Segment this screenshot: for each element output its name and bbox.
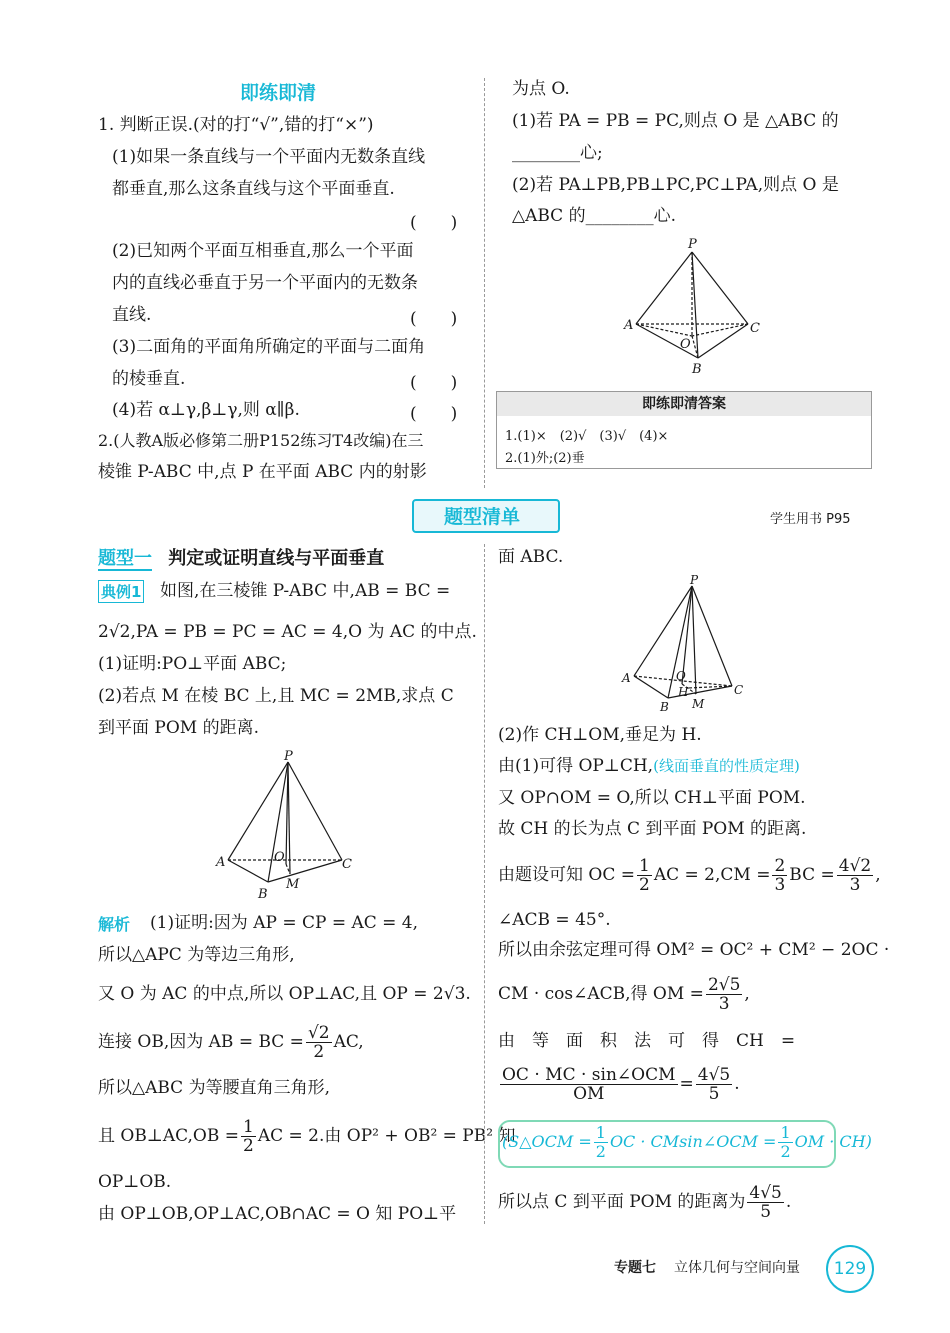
frac-num: √2 [307, 1023, 330, 1043]
t4: 又 OP∩OM = O,所以 CH⊥平面 POM. [498, 788, 806, 808]
s5: 所以△ABC 为等腰直角三角形, [98, 1078, 330, 1098]
label-a: A [216, 855, 226, 870]
label-p: P [284, 749, 293, 764]
frac-den: 5 [760, 1202, 772, 1222]
t6-d: , [875, 865, 881, 885]
t6-a: 由题设可知 OC = [498, 865, 635, 885]
type1-title: 判定或证明直线与平面垂直 [168, 548, 385, 569]
frac-den: 3 [849, 875, 861, 895]
s4-b: AC, [333, 1032, 364, 1052]
frac-num: 4√2 [838, 856, 872, 876]
frac-num: 4√5 [749, 1183, 782, 1203]
t5: 故 CH 的长为点 C 到平面 POM 的距离. [498, 819, 807, 839]
t6-frac3 [837, 857, 873, 894]
label-a: A [624, 318, 634, 333]
t8: 所以由余弦定理可得 OM² = OC² + CM² − 2OC · [498, 940, 890, 960]
frac-num: 1 [595, 1123, 606, 1142]
t13-b: . [785, 1192, 792, 1212]
q2-a: 2.(人教A版必修第二册P152练习T4改编)在三 [98, 431, 424, 450]
label-b: B [660, 700, 669, 712]
t11-result [696, 1066, 732, 1103]
q1-3b: 的棱垂直. [112, 369, 186, 389]
frac-num: 2 [774, 856, 786, 876]
t12-c: OM · CH) [794, 1132, 872, 1151]
t12-b: OC · CMsin∠OCM = [609, 1132, 777, 1151]
label-o: O [676, 669, 686, 683]
q2-b: 棱锥 P-ABC 中,点 P 在平面 ABC 内的射影 [98, 462, 427, 482]
t6-frac2 [772, 857, 787, 894]
page-number: 129 [826, 1245, 874, 1293]
r5: △ABC 的________心. [512, 206, 676, 226]
column-divider [484, 544, 485, 1224]
answer-paren: ( ) [410, 309, 458, 329]
q1-4: (4)若 α⊥γ,β⊥γ,则 α∥β. [112, 400, 300, 420]
r1: 为点 O. [512, 79, 570, 99]
frac-den: 2 [780, 1142, 791, 1161]
label-p: P [688, 237, 697, 252]
frac-num: 1 [780, 1123, 791, 1142]
r4: (2)若 PA⊥PB,PB⊥PC,PC⊥PA,则点 O 是 [512, 175, 839, 195]
frac-den: 3 [774, 875, 786, 895]
example-tag: 典例1 [98, 580, 144, 603]
e4: (2)若点 M 在棱 BC 上,且 MC = 2MB,求点 C [98, 686, 454, 706]
s4-fraction [306, 1024, 332, 1061]
s6-a: 且 OB⊥AC,OB = [98, 1126, 239, 1146]
answer-paren: ( ) [410, 373, 458, 393]
e1: 如图,在三棱锥 P-ABC 中,AB = BC = [160, 581, 451, 601]
frac-den: 5 [708, 1084, 720, 1104]
t9-a: CM · cos∠ACB,得 OM = [498, 984, 704, 1004]
frac-den: 3 [718, 994, 730, 1014]
t7: ∠ACB = 45°. [498, 910, 611, 930]
q1-head: 1. 判断正误.(对的打“√”,错的打“×”) [98, 115, 374, 135]
label-o: O [680, 337, 691, 352]
frac-num: 2√5 [707, 975, 741, 995]
pyramid-figure-2 [214, 748, 364, 902]
banner-title: 题型清单 [444, 506, 521, 528]
answer-key-box [496, 391, 872, 469]
frac-den: 2 [313, 1042, 325, 1062]
t12 [502, 1120, 872, 1164]
r3: ________心; [512, 143, 603, 163]
frac-num: 1 [242, 1117, 254, 1137]
answer-paren: ( ) [410, 213, 458, 233]
q1-1b: 都垂直,那么这条直线与这个平面垂直. [112, 179, 395, 199]
t6-frac1 [637, 857, 652, 894]
s6-b: AC = 2.由 OP² + OB² = PB² 知 [257, 1126, 516, 1146]
frac-den: 2 [639, 875, 650, 895]
t10: 由 等 面 积 法 可 得 CH = [498, 1031, 796, 1051]
answer-key-title: 即练即清答案 [497, 392, 871, 416]
banner-ref: 学生用书 P95 [770, 512, 851, 527]
label-c: C [342, 857, 352, 872]
label-c: C [734, 683, 744, 697]
s6 [98, 1115, 515, 1157]
t6-b: AC = 2,CM = [653, 865, 771, 885]
t12-frac2 [778, 1124, 792, 1161]
e3: (1)证明:PO⊥平面 ABC; [98, 654, 287, 674]
t11-end: . [734, 1074, 740, 1094]
label-b: B [258, 887, 268, 902]
q1-2a: (2)已知两个平面互相垂直,那么一个平面 [112, 241, 414, 261]
q1-1a: (1)如果一条直线与一个平面内无数条直线 [112, 147, 426, 167]
pyramid-figure-3 [620, 572, 760, 712]
s8: 由 OP⊥OB,OP⊥AC,OB∩AC = O 知 PO⊥平 [98, 1204, 457, 1224]
label-b: B [692, 362, 702, 377]
footer-chapter: 专题七 [614, 1260, 656, 1276]
frac-num: 1 [639, 856, 650, 876]
column-divider [484, 78, 485, 488]
s2: 所以△APC 为等边三角形, [98, 945, 295, 965]
t11-fraction [500, 1066, 678, 1103]
r2: (1)若 PA = PB = PC,则点 O 是 △ABC 的 [512, 111, 839, 131]
t3-a: 由(1)可得 OP⊥CH, [498, 756, 654, 776]
s6-fraction [241, 1118, 256, 1155]
s4 [98, 1021, 364, 1063]
q1-3a: (3)二面角的平面角所确定的平面与二面角 [112, 337, 426, 357]
answer-key-row1: 1.(1)× (2)√ (3)√ (4)× [505, 429, 669, 444]
t11-eq: = [679, 1074, 694, 1094]
e5: 到平面 POM 的距离. [98, 718, 259, 738]
s4-a: 连接 OB,因为 AB = BC = [98, 1032, 304, 1052]
label-m: M [692, 697, 705, 711]
t12-frac1 [594, 1124, 608, 1161]
q1-2c: 直线. [112, 305, 152, 325]
type1-label: 题型一 [98, 548, 152, 569]
label-c: C [750, 321, 760, 336]
t9 [498, 972, 750, 1016]
label-p: P [690, 573, 699, 587]
frac-den: OM [573, 1084, 605, 1104]
t3 [498, 755, 800, 777]
label-h: H [678, 685, 689, 699]
t6 [498, 853, 881, 897]
frac-den: 2 [242, 1136, 254, 1156]
s3: 又 O 为 AC 的中点,所以 OP⊥AC,且 OP = 2√3. [98, 984, 471, 1004]
s1: (1)证明:因为 AP = CP = AC = 4, [150, 913, 419, 933]
t3-note: (线面垂直的性质定理) [653, 757, 800, 775]
t6-c: BC = [789, 865, 835, 885]
t12-a: (S△OCM = [502, 1132, 592, 1151]
t9-b: , [744, 984, 750, 1004]
t2: (2)作 CH⊥OM,垂足为 H. [498, 725, 702, 745]
t13-fraction [747, 1184, 783, 1221]
s7: OP⊥OB. [98, 1172, 172, 1192]
label-a: A [622, 671, 631, 685]
t11 [498, 1062, 740, 1106]
answer-key-row2: 2.(1)外;(2)垂 [505, 451, 585, 466]
answer-paren: ( ) [410, 404, 458, 424]
q1-2b: 内的直线必垂直于另一个平面内的无数条 [112, 273, 418, 293]
label-o: O [274, 850, 285, 865]
pyramid-figure-1 [620, 236, 770, 386]
e2: 2√2,PA = PB = PC = AC = 4,O 为 AC 的中点. [98, 622, 477, 642]
t1: 面 ABC. [498, 547, 564, 567]
section-title: 即练即清 [240, 82, 317, 104]
t9-fraction [706, 976, 742, 1013]
t13-a: 所以点 C 到平面 POM 的距离为 [498, 1192, 746, 1212]
t13 [498, 1180, 791, 1224]
footer-title: 立体几何与空间向量 [674, 1260, 800, 1276]
frac-den: 2 [595, 1142, 606, 1161]
label-m: M [286, 877, 300, 892]
type1-heading [98, 544, 384, 570]
frac-num: OC · MC · sin∠OCM [502, 1065, 676, 1085]
solution-tag: 解析 [98, 915, 131, 934]
frac-num: 4√5 [697, 1065, 731, 1085]
